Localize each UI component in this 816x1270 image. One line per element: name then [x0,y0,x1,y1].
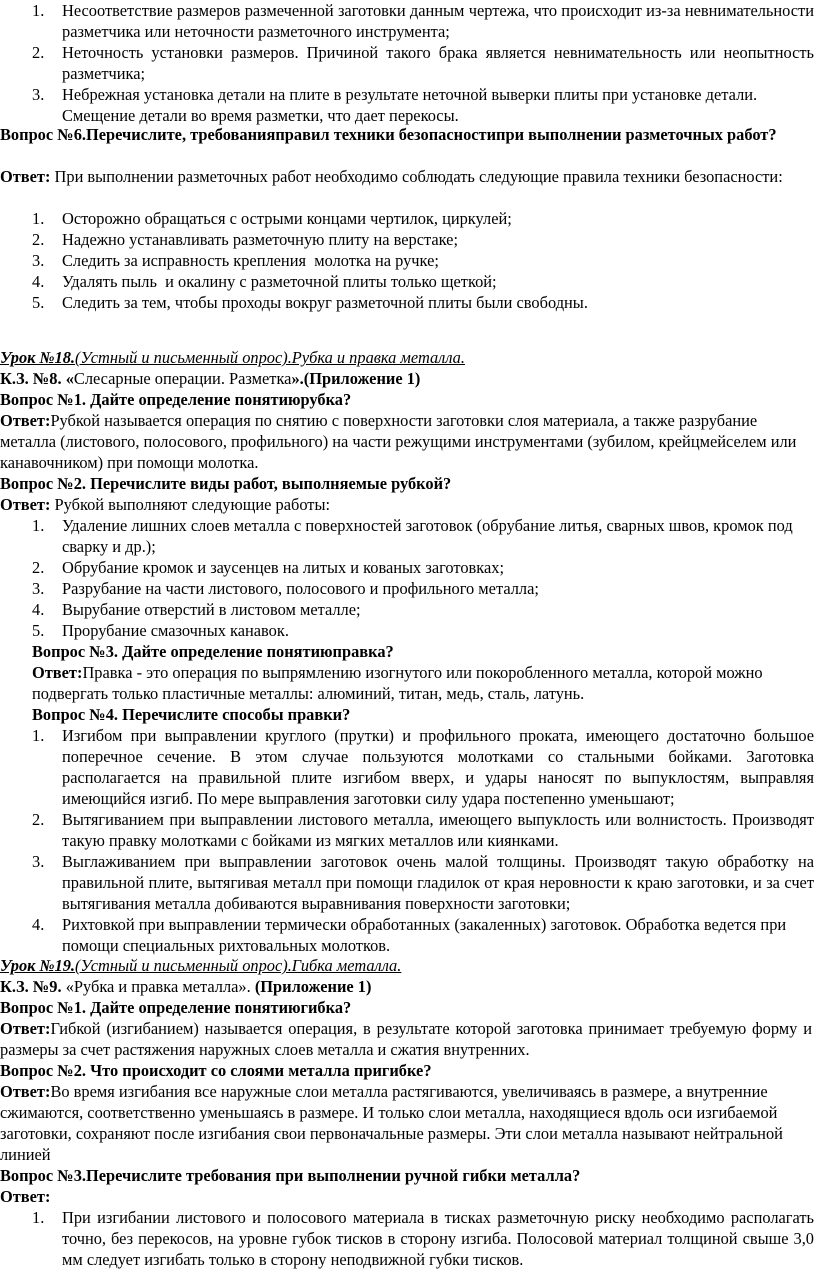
list-item: 3. Выглаживанием при выправлении заготовок очень малой толщины. Производят такую обработку на правильной плите, вытягивая металл при помощи гладилок от края неровности к краю заготовки, и за счет вытягивания металла добиваются выравнивания поверхности заготовки; [32,852,814,913]
list-item: 2. Неточность установки размеров. Причиной такого брака является невнимательность или неопытность разметчика; [32,43,814,83]
list-item: 2. Вытягиванием при выправлении листового металла, имеющего выпуклость или волнистость. Производят такую правку молотками с бойками из мягких металлов или киянками. [32,810,814,850]
list-item: 4. Рихтовкой при выправлении термически обработанных (закаленных) заготовок. Обработка ведется при помощи специальных рихтовальных молотков. [32,915,787,955]
straightening-methods-list [32,725,816,956]
safety-rules-list [32,208,816,313]
lesson-19-question-2-title: Вопрос №2. Что происходит со слоями металла пригибке? [0,1061,432,1080]
list-item: 5. Следить за тем, чтобы проходы вокруг разметочной плиты были свободны. [32,293,588,312]
lesson-19-question-1-answer: Ответ:Гибкой (изгибанием) называется операция, в результате которой заготовка принимает требуемую форму и размеры за счет растяжения наружных слоев металла и сжатия внутренних. [0,1019,812,1059]
question-6-title: Вопрос №6.Перечислите, требованияправил техники безопасностипри выполнении разметочных работ? [0,125,777,144]
lesson-18-task: К.З. №8. «Слесарные операции. Разметка».(Приложение 1) [0,369,421,388]
list-item: 1. Осторожно обращаться с острыми концами чертилок, циркулей; [32,209,512,228]
list-item: 2. Надежно устанавливать разметочную плиту на верстаке; [32,230,458,249]
lesson-18-question-2-answer: Ответ: Рубкой выполняют следующие работы: [0,495,331,514]
lesson-19-question-1-title: Вопрос №1. Дайте определение понятиюгибка? [0,998,352,1017]
list-item: 1. Изгибом при выправлении круглого (прутки) и профильного проката, имеющего достаточно большое поперечное сечение. В этом случае пользуются молотками со стальными бойками. Заготовка располагается на правильной плите изгибом вверх, и удары наносят по выпуклостям, выправляя имеющийся изгиб. По мере выправления заготовки силу удара постепенно уменьшают; [32,726,814,808]
chopping-works-list [32,515,816,641]
lesson-19-task: К.З. №9. «Рубка и правка металла». (Приложение 1) [0,977,372,996]
lesson-18-question-2-title: Вопрос №2. Перечислите виды работ, выполняемые рубкой? [0,474,452,493]
question-6-answer: Ответ: При выполнении разметочных работ необходимо соблюдать следующие правила техники безопасности: [0,167,783,186]
lesson-18-question-4-title: Вопрос №4. Перечислите способы правки? [32,705,351,724]
lesson-19-question-2-answer: Ответ:Во время изгибания все наружные слои металла растягиваются, увеличиваясь в размере, а внутренние сжимаются, соответственно уменьшаясь в размере. И только слои металла, находящиеся вдоль оси изгибаемой заготовки, сохраняют после изгибания свои первоначальные размеры. Эти слои металла называют нейтральной линией [0,1082,783,1164]
list-item: 3. Небрежная установка детали на плите в результате неточной выверки плиты при установке детали. Смещение детали во время разметки, что дает перекосы. [32,85,758,125]
list-item: 4. Вырубание отверстий в листовом металле; [32,600,361,619]
list-item: 3. Разрубание на части листового, полосового и профильного металла; [32,579,539,598]
lesson-18-question-3-title: Вопрос №3. Дайте определение понятиюправка? [32,642,394,661]
answer-label: Ответ: [0,167,51,186]
lesson-18-title: Урок №18.(Устный и письменный опрос).Рубка и правка металла. [0,348,465,367]
list-item: 1. Несоответствие размеров размеченной заготовки данным чертежа, что происходит из-за невнимательности разметчика или неточности разметочного инструмента; [32,1,814,41]
list-item: 1. При изгибании листового и полосового материала в тисках разметочную риску необходимо располагать точно, без перекосов, на уровне губок тисков в сторону изгиба. Полосовой материал толщиной свыше 3,0 мм следует изгибать только в сторону неподвижной губки тисков. [32,1208,814,1269]
list-item: 2. Обрубание кромок и заусенцев на литых и кованых заготовках; [32,558,505,577]
lesson-18-question-1-title: Вопрос №1. Дайте определение понятиюрубка? [0,390,352,409]
lesson-19-title: Урок №19.(Устный и письменный опрос).Гибка металла. [0,956,402,975]
list-item: 3. Следить за исправность крепления молотка на ручке; [32,251,439,270]
list-item: 5. Прорубание смазочных канавок. [32,621,289,640]
lesson-19-question-3-title: Вопрос №3.Перечислите требования при выполнении ручной гибки металла? [0,1166,581,1185]
defects-list [32,0,816,126]
lesson-19-question-3-answer-label: Ответ: [0,1187,51,1206]
bending-requirements-list [32,1207,816,1270]
list-item: 1. Удаление лишних слоев металла с поверхностей заготовок (обрубание литья, сварных швов, кромок под сварку и др.); [32,516,793,556]
lesson-18-question-1-answer: Ответ:Рубкой называется операция по снятию с поверхности заготовки слоя материала, а также разрубание металла (листового, полосового, профильного) на части режущими инструментами (зубилом, крейцмейселем или канавочником) при помощи молотка. [0,411,797,472]
list-item: 4. Удалять пыль и окалину с разметочной плиты только щеткой; [32,272,497,291]
lesson-18-question-3-answer: Ответ:Правка - это операция по выпрямлению изогнутого или покоробленного металла, которой можно подвергать только пластичные металлы: алюминий, титан, медь, сталь, латунь. [32,663,763,703]
